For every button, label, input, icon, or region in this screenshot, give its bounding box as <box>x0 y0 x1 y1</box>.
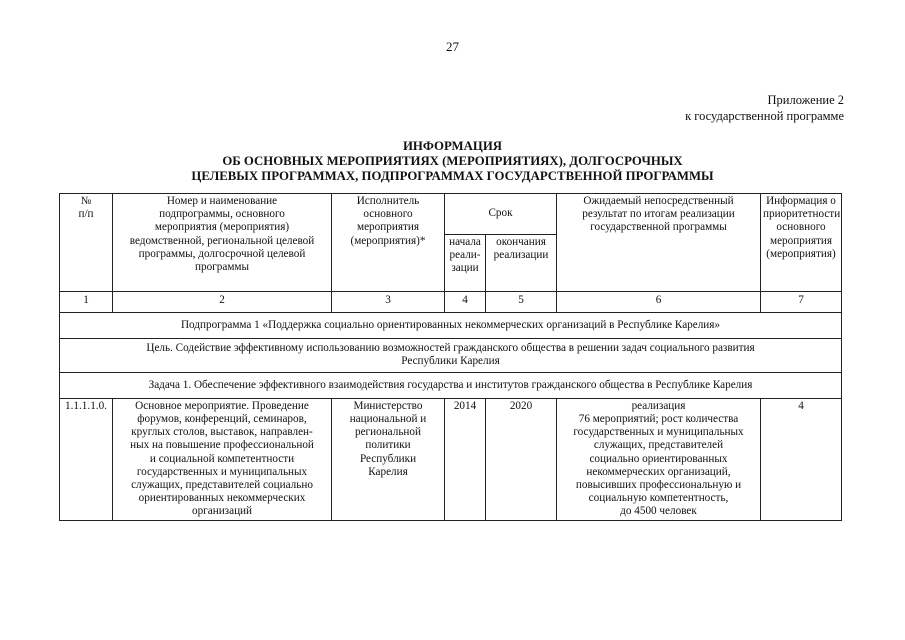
goal-text: Цель. Содействие эффективному использованию возможностей гражданского общества в решении задач социального развития Республики Карелия <box>60 339 842 372</box>
column-number: 4 <box>445 292 486 313</box>
column-number: 6 <box>557 292 761 313</box>
row-activity-name: Основное мероприятие. Проведение форумов, конференций, семинаров, круглых столов, выставок, направлен- ных на повышение профессиональной и социальной компетентности государственных и муниципальных служащих, представителей социально ориентированных некоммерческих организаций <box>113 398 332 520</box>
column-number: 1 <box>60 292 113 313</box>
row-number: 1.1.1.1.0. <box>60 398 113 520</box>
column-number: 5 <box>486 292 557 313</box>
row-expected-result: реализация 76 мероприятий; рост количества государственных и муниципальных служащих, представителей социально ориентированных некоммерческих организаций, повысивших профессиональную и социальную компетентность, до 4500 человек <box>557 398 761 520</box>
appendix-line-2: к государственной программе <box>685 109 844 123</box>
header-start: начала реали- зации <box>445 235 486 292</box>
column-number: 3 <box>332 292 445 313</box>
header-executor: Исполнитель основного мероприятия (мероприятия)* <box>332 194 445 292</box>
column-numbers-row <box>60 292 842 313</box>
activities-table <box>59 193 842 521</box>
column-number: 7 <box>761 292 842 313</box>
document-heading <box>0 139 905 184</box>
header-expected-result: Ожидаемый непосредственный результат по итогам реализации государственной программы <box>557 194 761 292</box>
header-term: Срок <box>445 194 557 235</box>
header-end: окончания реализации <box>486 235 557 292</box>
header-priority: Информация о приоритетности основного мероприятия (мероприятия) <box>761 194 842 292</box>
table-row <box>60 398 842 520</box>
task-text: Задача 1. Обеспечение эффективного взаимодействия государства и институтов гражданского общества в Республике Карелия <box>60 372 842 398</box>
row-executor: Министерство национальной и региональной политики Республики Карелия <box>332 398 445 520</box>
subprogram-title: Подпрограмма 1 «Поддержка социально ориентированных некоммерческих организаций в Республике Карелия» <box>60 313 842 339</box>
row-start-year: 2014 <box>445 398 486 520</box>
heading-line-3: ЦЕЛЕВЫХ ПРОГРАММАХ, ПОДПРОГРАММАХ ГОСУДАРСТВЕННОЙ ПРОГРАММЫ <box>191 169 714 183</box>
header-name: Номер и наименование подпрограммы, основного мероприятия (мероприятия) ведомственной, региональной целевой программы, долгосрочной целевой программы <box>113 194 332 292</box>
row-priority: 4 <box>761 398 842 520</box>
appendix-note <box>685 92 844 124</box>
column-number: 2 <box>113 292 332 313</box>
appendix-line-1: Приложение 2 <box>767 93 844 107</box>
heading-line-2: ОБ ОСНОВНЫХ МЕРОПРИЯТИЯХ (МЕРОПРИЯТИЯХ), ДОЛГОСРОЧНЫХ <box>222 154 683 168</box>
page-number: 27 <box>446 39 459 54</box>
header-number: № п/п <box>60 194 113 292</box>
row-end-year: 2020 <box>486 398 557 520</box>
heading-line-1: ИНФОРМАЦИЯ <box>402 139 503 153</box>
